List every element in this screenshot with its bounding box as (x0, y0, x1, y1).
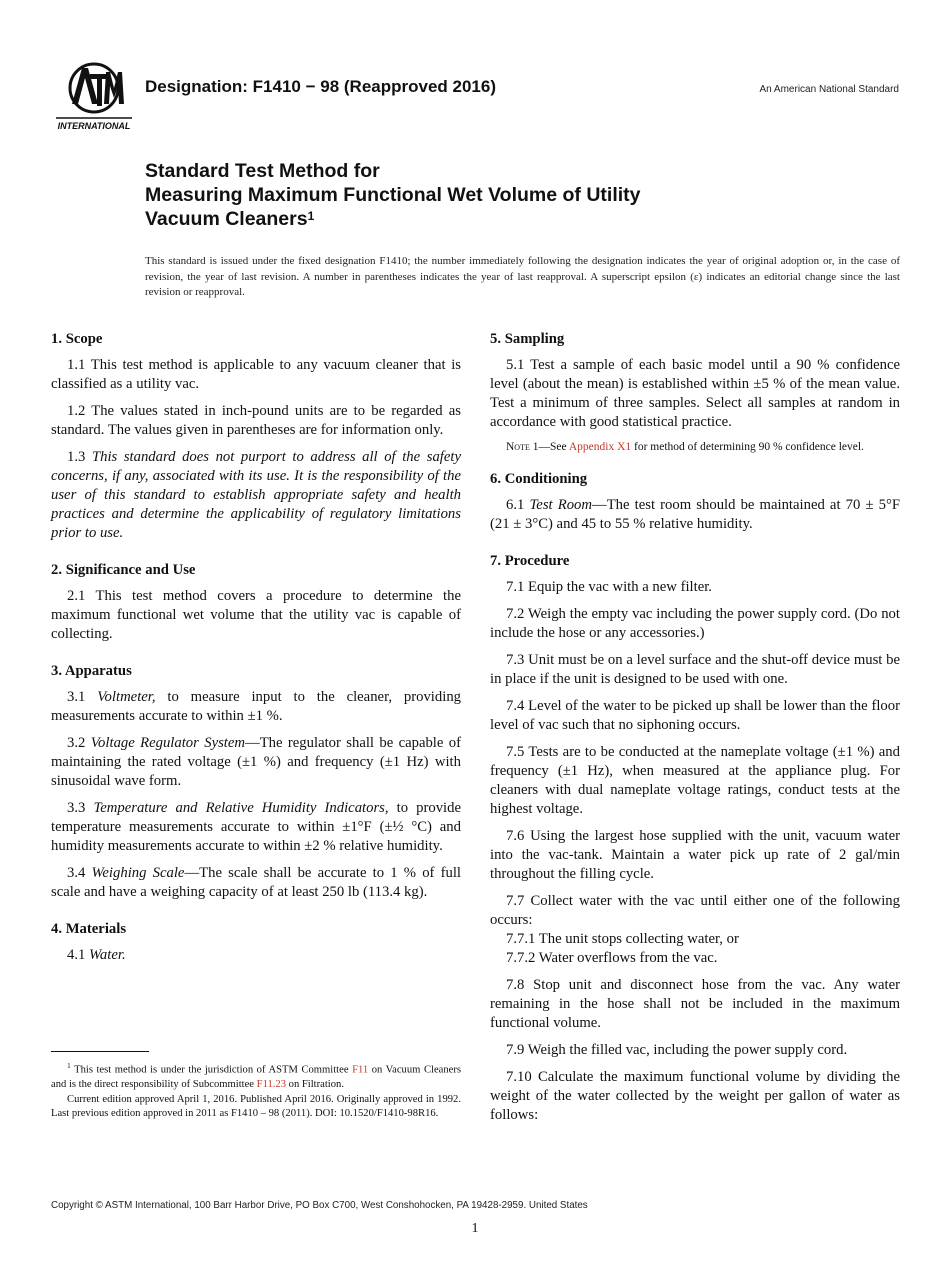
paragraph-1-3 (51, 448, 461, 543)
note-label: Note 1 (506, 441, 539, 453)
footnote-mark: 1 (67, 1061, 71, 1070)
paragraph-text: —The test room should be maintained at 70 ± 5°F (21 ± 3°C) and 45 to 55 % relative humidity. (490, 496, 901, 532)
section-procedure (490, 552, 900, 1125)
section-conditioning (490, 470, 900, 534)
document-title (145, 159, 845, 231)
note-text: for method of determining 90 % confidence level. (631, 441, 864, 453)
term: Voltmeter, (97, 689, 156, 705)
right-column (490, 330, 900, 1143)
paragraph-3-3 (51, 799, 461, 856)
footnote-divider (51, 1051, 149, 1052)
paragraph-text: to measure input to the cleaner, providing measurements accurate to within ±1 %. (51, 689, 462, 724)
section-apparatus (51, 662, 461, 902)
section-scope (51, 330, 461, 543)
footnotes (51, 1059, 461, 1122)
paragraph-7-8: 7.8 Stop unit and disconnect hose from the vac. Any water remaining in the hose shall not be included in the maximum functional volume. (490, 976, 900, 1031)
term: Test Room (529, 496, 593, 513)
astm-logo (52, 58, 136, 134)
section-heading: 6. Conditioning (490, 470, 588, 487)
paragraph-5-1: 5.1 Test a sample of each basic model until a 90 % confidence level (about the mean) is established within ±5 % of the mean value. Test a minimum of three samples. Select all samples at random in accordance with good statistical practice. (490, 357, 900, 430)
committee-f11-link[interactable]: F11 (352, 1064, 369, 1076)
paragraph-text: to provide temperature measurements accurate to within ±1°F (±½ °C) and humidity measurements accurate to within ±2 % relative humidity. (51, 800, 461, 854)
section-sampling (490, 330, 900, 456)
section-heading: 2. Significance and Use (51, 562, 196, 578)
issuance-statement: This standard is issued under the fixed designation F1410; the number immediately following the designation indicates the year of original adoption or, in the case of revision, the year of last revision. A number in parentheses indicates the year of last reapproval. A superscript epsilon (ε) indicates an editorial change since the last revision or reapproval. (145, 255, 900, 298)
paragraph-text: —The scale shall be accurate to 1 % of full scale and have a weighing capacity of at least 250 lb (113.4 kg). (51, 865, 461, 900)
term: Water. (89, 947, 126, 963)
paragraph-3-2 (51, 734, 461, 791)
page-number: 1 (471, 1221, 479, 1236)
section-heading: 4. Materials (51, 921, 127, 937)
section-heading: 1. Scope (51, 331, 103, 347)
paragraph-number: 4.1 (67, 947, 90, 963)
paragraph-3-1 (51, 688, 461, 726)
paragraph-1-2: 1.2 The values stated in inch-pound units are to be regarded as standard. The values given in parentheses are for information only. (51, 403, 461, 438)
subcommittee-f11-23-link[interactable]: F11.23 (256, 1079, 287, 1091)
paragraph-number: 3.2 (67, 735, 91, 751)
term: Weighing Scale (91, 865, 185, 881)
paragraph-7-9: 7.9 Weigh the filled vac, including the power supply cord. (506, 1041, 848, 1058)
paragraph-7-10: 7.10 Calculate the maximum functional volume by dividing the weight of the water collected by the weight per gallon of water as follows: (490, 1068, 900, 1123)
paragraph-number: 3.1 (67, 689, 98, 705)
footnote-edition: Current edition approved April 1, 2016. Published April 2016. Originally approved in 1992. Last previous edition approved in 2011 as F1410 – 98 (2011). DOI: 10.1520/F1410-98R16. (51, 1093, 461, 1120)
designation: Designation: F1410 − 98 (Reapproved 2016) (145, 77, 496, 96)
section-materials (51, 920, 461, 965)
paragraph-7-7: 7.7 Collect water with the vac until either one of the following occurs: (490, 892, 900, 928)
paragraph-7-2: 7.2 Weigh the empty vac including the power supply cord. (Do not include the hose or any accessories.) (490, 605, 900, 641)
paragraph-number: 1.3 (67, 449, 92, 465)
copyright-notice: Copyright © ASTM International, 100 Barr Harbor Drive, PO Box C700, West Conshohocken, PA 19428-2959. United States (51, 1200, 588, 1211)
footnote-text: on Vacuum Cleaners and is the direct responsibility of Subcommittee (51, 1064, 462, 1091)
paragraph-7-4: 7.4 Level of the water to be picked up shall be lower than the floor level of vac such that no siphoning occurs. (490, 697, 900, 733)
paragraph-7-5: 7.5 Tests are to be conducted at the nameplate voltage (±1 %) and frequency (±1 Hz), when measured at the appliance plug. For cleaners with dual nameplate voltage ratings, conduct tests at the highest voltage. (490, 743, 900, 817)
footnote-1 (51, 1059, 461, 1093)
title-line-3-text: Vacuum Cleaners (145, 208, 308, 230)
section-heading: 5. Sampling (490, 331, 565, 347)
section-heading: 3. Apparatus (51, 663, 132, 679)
title-line-2: Measuring Maximum Functional Wet Volume of Utility (145, 184, 641, 206)
left-column (51, 330, 461, 983)
safety-statement: This standard does not purport to address all of the safety concerns, if any, associated with its use. It is the responsibility of the user of this standard to establish appropriate safety and health practices and determine the applicability of regulatory limitations prior to use. (51, 449, 461, 541)
paragraph-3-4 (51, 864, 461, 902)
note-1 (490, 440, 900, 456)
term: Voltage Regulator System (90, 735, 246, 751)
title-footnote-mark[interactable]: 1 (307, 209, 315, 223)
section-significance (51, 561, 461, 644)
section-heading: 7. Procedure (490, 552, 570, 569)
paragraph-4-1 (51, 946, 461, 965)
paragraph-1-1: 1.1 This test method is applicable to any vacuum cleaner that is classified as a utility vac. (51, 357, 461, 392)
paragraph-number: 3.4 (67, 865, 92, 881)
paragraph-7-7-1: 7.7.1 The unit stops collecting water, or (506, 930, 739, 947)
paragraph-7-7-2: 7.7.2 Water overflows from the vac. (506, 949, 718, 966)
title-line-3 (145, 207, 845, 231)
footnote-text: on Filtration. (286, 1079, 344, 1091)
paragraph-7-3: 7.3 Unit must be on a level surface and the shut-off device must be in place if the unit is designed to be used with one. (490, 651, 900, 687)
paragraph-7-1: 7.1 Equip the vac with a new filter. (506, 578, 712, 595)
term: Temperature and Relative Humidity Indicators, (93, 800, 389, 816)
paragraph-text: —The regulator shall be capable of maintaining the rated voltage (±1 %) and frequency (±1 Hz) with sinusoidal wave form. (51, 735, 461, 789)
national-standard-label: An American National Standard (759, 84, 899, 95)
note-text: —See (538, 441, 569, 453)
logo-text: INTERNATIONAL (57, 121, 131, 131)
footnote-text: This test method is under the jurisdiction of ASTM Committee (70, 1064, 353, 1076)
paragraph-number: 3.3 (67, 800, 94, 816)
appendix-x1-link[interactable]: Appendix X1 (568, 441, 632, 453)
paragraph-6-1 (490, 496, 900, 534)
title-line-1: Standard Test Method for (145, 160, 380, 182)
paragraph-2-1: 2.1 This test method covers a procedure to determine the maximum functional wet volume that the utility vac is capable of collecting. (51, 588, 461, 642)
paragraph-7-6: 7.6 Using the largest hose supplied with the unit, vacuum water into the vac-tank. Maintain a water pick up rate of 2 gal/min throughout the filling cycle. (490, 827, 900, 882)
paragraph-number: 6.1 (506, 496, 530, 513)
